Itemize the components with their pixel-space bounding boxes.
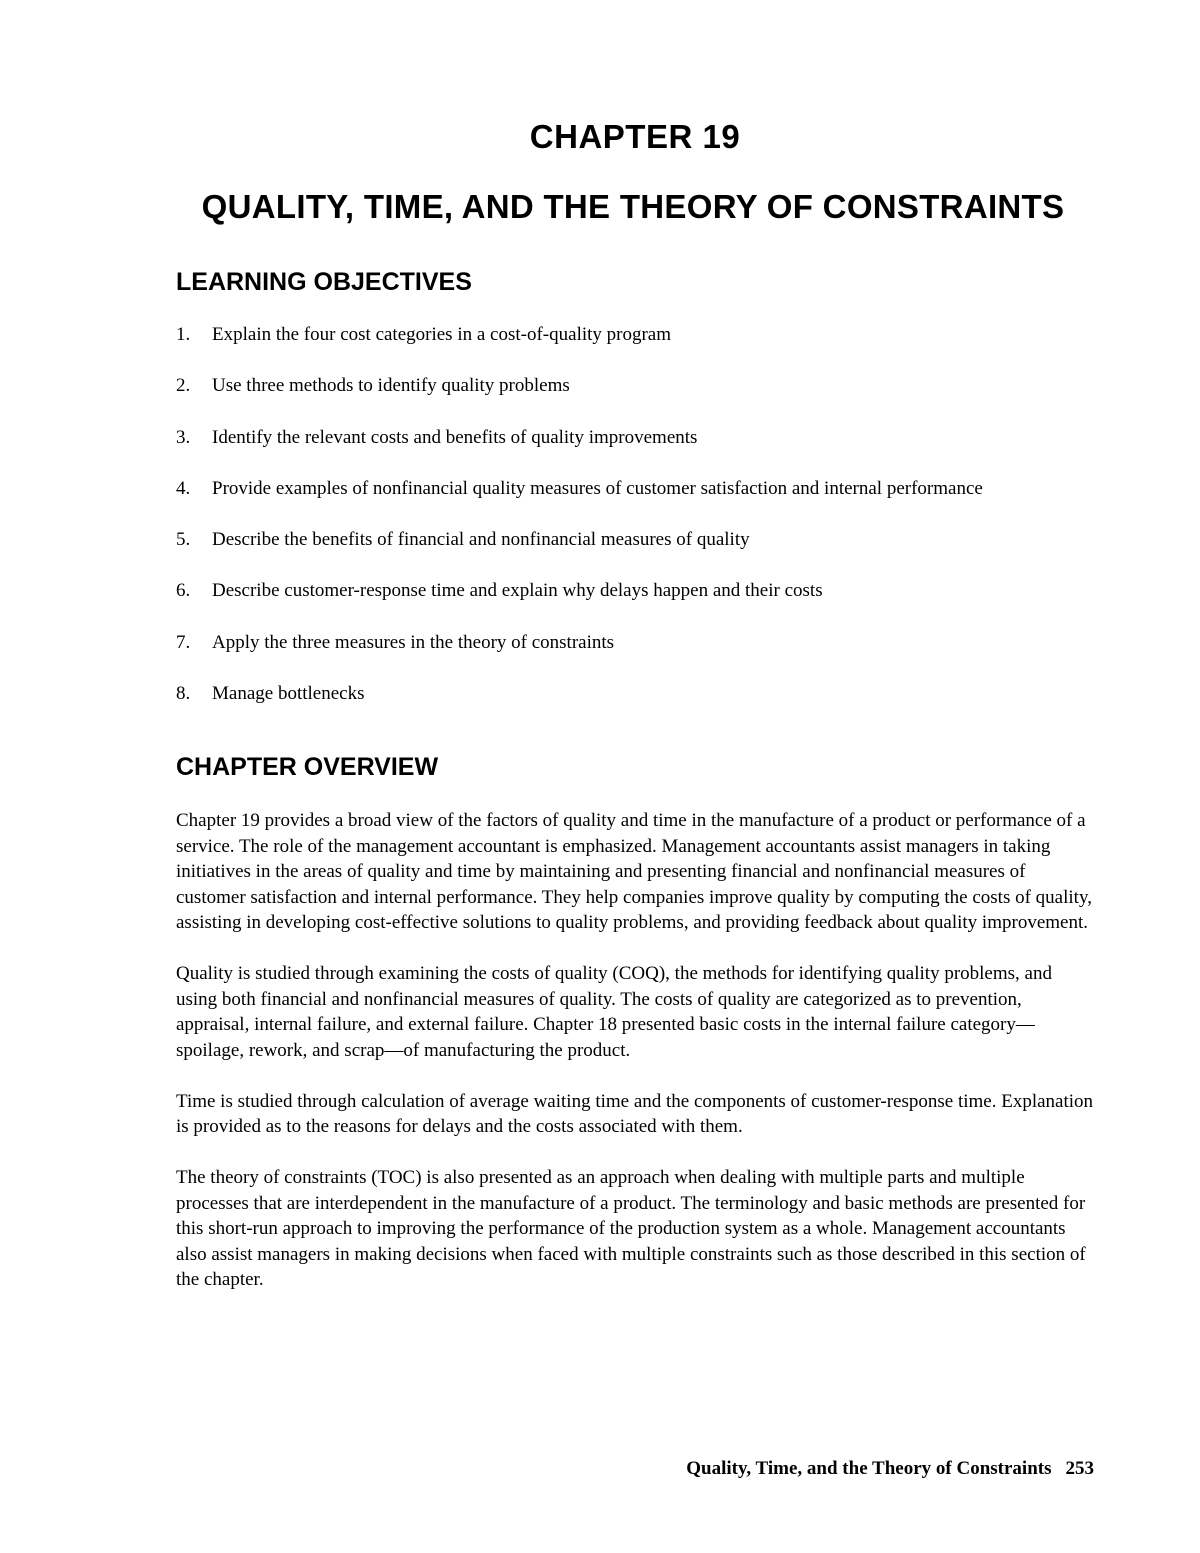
objective-text: Use three methods to identify quality problems	[212, 375, 570, 397]
objective-text: Explain the four cost categories in a cost-of-quality program	[212, 324, 672, 345]
objective-item	[176, 322, 1136, 373]
objective-text: Manage bottlenecks	[212, 683, 365, 705]
chapter-overview-heading: CHAPTER OVERVIEW	[176, 753, 439, 781]
overview-paragraph: Quality is studied through examining the costs of quality (COQ), the methods for identifying quality problems, and using both financial and nonfinancial measures of quality. The costs of quality are categorized as to prevention, appraisal, internal failure, and external failure. Chapter 18 presented basic costs in the internal failure category—spoilage, rework, and scrap—of manufacturing the product.	[176, 963, 1052, 1061]
learning-objectives-heading: LEARNING OBJECTIVES	[176, 268, 472, 296]
objective-text: Describe customer-response time and explain why delays happen and their costs	[212, 580, 823, 602]
objective-number: 2.	[176, 375, 191, 397]
objective-item	[176, 578, 1136, 629]
learning-objectives-list	[176, 322, 1136, 732]
objective-text: Identify the relevant costs and benefits of quality improvements	[212, 426, 698, 448]
page-number: 253	[1065, 1458, 1094, 1479]
objective-text: Apply the three measures in the theory of constraints	[212, 631, 615, 653]
overview-paragraph: Time is studied through calculation of average waiting time and the components of customer-response time. Explanation is provided as to the reasons for delays and the costs associated with them.	[176, 1090, 1094, 1137]
page-footer	[686, 1458, 1094, 1480]
objective-text: Provide examples of nonfinancial quality measures of customer satisfaction and internal performance	[212, 477, 983, 499]
objective-number: 7.	[176, 631, 191, 653]
objective-text: Describe the benefits of financial and nonfinancial measures of quality	[212, 529, 750, 551]
objective-item	[176, 630, 1136, 681]
chapter-number: CHAPTER 19	[529, 118, 741, 155]
overview-paragraph: Chapter 19 provides a broad view of the factors of quality and time in the manufacture of a product or performance of a service. The role of the management accountant is emphasized. Management accountants assist managers in taking initiatives in the areas of quality and time by maintaining and presenting financial and nonfinancial measures of customer satisfaction and internal performance. They help companies improve quality by computing the costs of quality, assisting in developing cost-effective solutions to quality problems, and providing feedback about quality improvement.	[176, 810, 1092, 933]
objective-item	[176, 681, 1136, 732]
objective-item	[176, 476, 1136, 527]
objective-number: 6.	[176, 580, 191, 602]
overview-paragraph: The theory of constraints (TOC) is also presented as an approach when dealing with multiple parts and multiple processes that are interdependent in the manufacture of a product. The terminology and basic methods are presented for this short-run approach to improving the performance of the production system as a whole. Management accountants also assist managers in making decisions when faced with multiple constraints such as those described in this section of the chapter.	[176, 1167, 1086, 1290]
objective-number: 4.	[176, 477, 191, 499]
chapter-overview-body	[176, 808, 1096, 1318]
objective-item	[176, 425, 1136, 476]
objective-item	[176, 373, 1136, 424]
objective-number: 8.	[176, 683, 191, 705]
running-title: Quality, Time, and the Theory of Constraints	[686, 1458, 1052, 1479]
chapter-title: QUALITY, TIME, AND THE THEORY OF CONSTRAINTS	[201, 188, 1065, 225]
objective-number: 5.	[176, 529, 191, 551]
objective-number: 1.	[176, 324, 191, 345]
objective-item	[176, 527, 1136, 578]
objective-number: 3.	[176, 426, 191, 448]
